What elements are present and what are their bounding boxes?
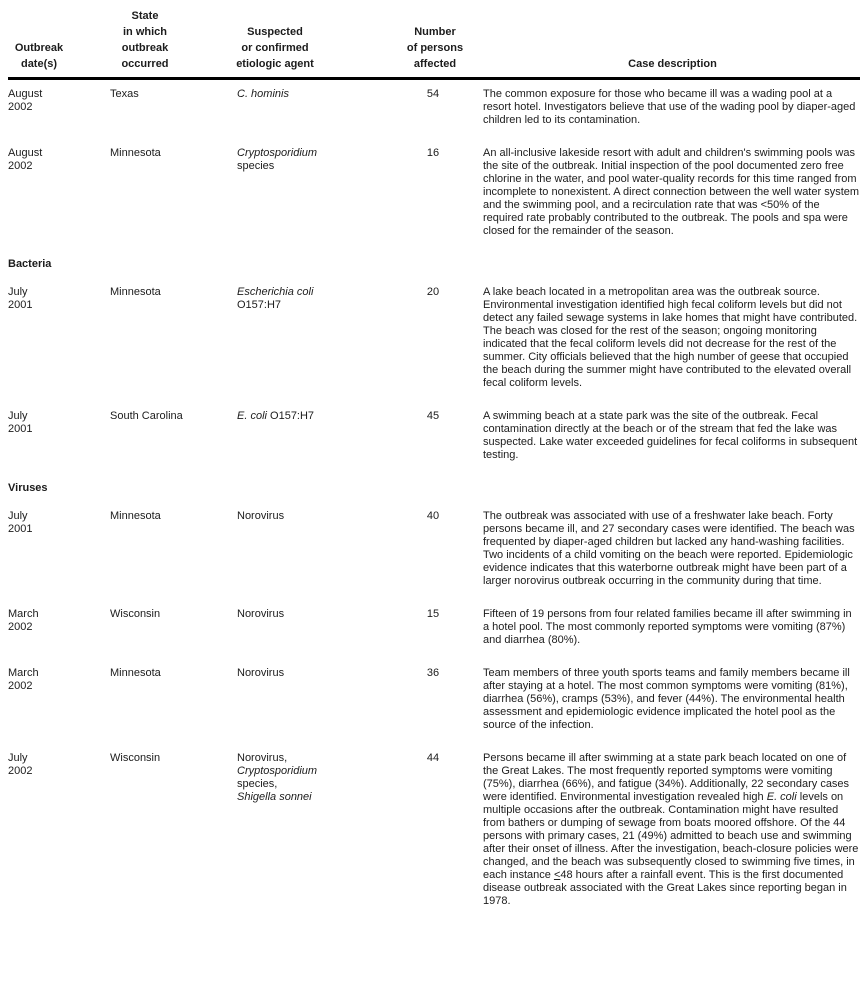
table-row — [8, 88, 860, 127]
table-row — [8, 286, 860, 390]
etiologic-agent-cell: Norovirus, Cryptosporidium species, Shigella sonnei — [237, 752, 318, 803]
table-row — [8, 410, 860, 462]
column-header-etiologic-agent: Suspected or confirmed etiologic agent — [236, 26, 314, 70]
persons-affected-cell: 54 — [426, 88, 440, 100]
outbreak-date-cell: July 2001 — [8, 510, 33, 535]
persons-affected-cell: 45 — [426, 410, 440, 422]
section-header-viruses: Viruses — [8, 482, 48, 494]
outbreak-date-cell: March 2002 — [8, 667, 39, 692]
table-row — [8, 510, 860, 588]
case-description-cell: The common exposure for those who became ill was a wading pool at a resort hotel. Investigators believe that use of the wading pool by diaper-aged children led to its contamination. — [483, 88, 856, 126]
section-header-bacteria: Bacteria — [8, 258, 52, 270]
etiologic-agent-cell: Norovirus — [237, 608, 285, 620]
etiologic-agent-cell: Norovirus — [237, 667, 285, 679]
table-row — [8, 147, 860, 238]
case-description-cell: Team members of three youth sports teams and family members became ill after staying at a hotel. The most common symptoms were vomiting (81%), diarrhea (56%), cramps (53%), and fever (44%). The environmental health assessment and epidemiologic evidence implicated the hotel pool as the source of the infection. — [483, 667, 850, 731]
state-cell: Minnesota — [110, 510, 161, 522]
case-description-cell: An all-inclusive lakeside resort with adult and children's swimming pools was the site of the outbreak. Initial inspection of the pool documented zero free chlorine in the water, and pool water-quality records for this time ranged from incomplete to nonexistent. A direct connection between the well water system and the swimming pool, and a recirculation rate that was <50% of the required rate probably contributed to the outbreak. The pools and spa were closed for the remainder of the season. — [483, 147, 860, 237]
outbreak-date-cell: July 2001 — [8, 410, 33, 435]
table-header — [8, 8, 860, 80]
outbreak-date-cell: July 2002 — [8, 752, 33, 777]
column-header-case-description: Case description — [628, 58, 717, 70]
case-description-cell: A swimming beach at a state park was the site of the outbreak. Fecal contamination directly at the beach or of the stream that fed the lake was suspected. Lake water exceeded guidelines for fecal coliforms in subsequent testing. — [483, 410, 858, 461]
etiologic-agent-cell: Cryptosporidium species — [237, 147, 318, 172]
state-cell: Minnesota — [110, 667, 161, 679]
persons-affected-cell: 44 — [426, 752, 440, 764]
state-cell: Minnesota — [110, 286, 161, 298]
case-description-cell: A lake beach located in a metropolitan area was the outbreak source. Environmental investigation identified high fecal coliform levels but did not detect any failed sewage systems in lake homes that might have contributed. The beach was closed for the rest of the season; ongoing monitoring indicated that the fecal coliform levels did not decrease for the rest of the summer. City officials believed that the high number of geese that occupied the beach during the summer might have contributed to the elevated overall fecal coliform levels. — [483, 286, 858, 389]
table-row — [8, 667, 860, 732]
state-cell: Texas — [110, 88, 139, 100]
case-description-cell: The outbreak was associated with use of a freshwater lake beach. Forty persons became ill, and 27 secondary cases were identified. The beach was frequented by diaper-aged children but lacked any hand-washing facilities. Two incidents of a child vomiting on the beach were reported. Epidemiologic evidence indicates that this waterborne outbreak might have been part of a larger norovirus outbreak occurring in the community during that time. — [483, 510, 855, 587]
etiologic-agent-cell: Norovirus — [237, 510, 285, 522]
case-description-cell: Persons became ill after swimming at a state park beach located on one of the Great Lakes. The most frequently reported symptoms were vomiting (75%), diarrhea (66%), and fatigue (34%). Additionally, 22 secondary cases were identified. Environmental investigation revealed high E. coli levels on multiple occasions after the outbreak. Contamination might have resulted from bathers or dumping of sewage from boats moored offshore. Of the 44 persons with primary cases, 21 (49%) admitted to beach use and swimming after their onset of illness. After the investigation, beach-closure policies were changed, and the beach was subsequently closed to swimming five times, in each instance <48 hours after a rainfall event. This is the first documented disease outbreak associated with the Great Lakes since reporting began in 1978. — [483, 752, 859, 907]
column-header-persons-affected: Number of persons affected — [406, 26, 464, 70]
persons-affected-cell: 40 — [426, 510, 440, 522]
state-cell: Wisconsin — [110, 608, 161, 620]
etiologic-agent-cell: Escherichia coli O157:H7 — [237, 286, 314, 311]
state-cell: Wisconsin — [110, 752, 161, 764]
persons-affected-cell: 36 — [426, 667, 440, 679]
outbreak-date-cell: August 2002 — [8, 88, 43, 113]
outbreak-date-cell: March 2002 — [8, 608, 39, 633]
persons-affected-cell: 16 — [426, 147, 440, 159]
state-cell: Minnesota — [110, 147, 161, 159]
state-cell: South Carolina — [110, 410, 183, 422]
etiologic-agent-cell: E. coli O157:H7 — [237, 410, 315, 422]
outbreak-date-cell: July 2001 — [8, 286, 33, 311]
case-description-cell: Fifteen of 19 persons from four related families became ill after swimming in a hotel pool. The most commonly reported symptoms were vomiting (87%) and diarrhea (80%). — [483, 608, 852, 646]
table-row — [8, 752, 860, 908]
persons-affected-cell: 15 — [426, 608, 440, 620]
column-header-state: State in which outbreak occurred — [121, 10, 169, 70]
outbreak-date-cell: August 2002 — [8, 147, 43, 172]
column-header-outbreak-date: Outbreak date(s) — [14, 42, 64, 70]
table-row — [8, 608, 860, 647]
persons-affected-cell: 20 — [426, 286, 440, 298]
etiologic-agent-cell: C. hominis — [237, 88, 289, 100]
